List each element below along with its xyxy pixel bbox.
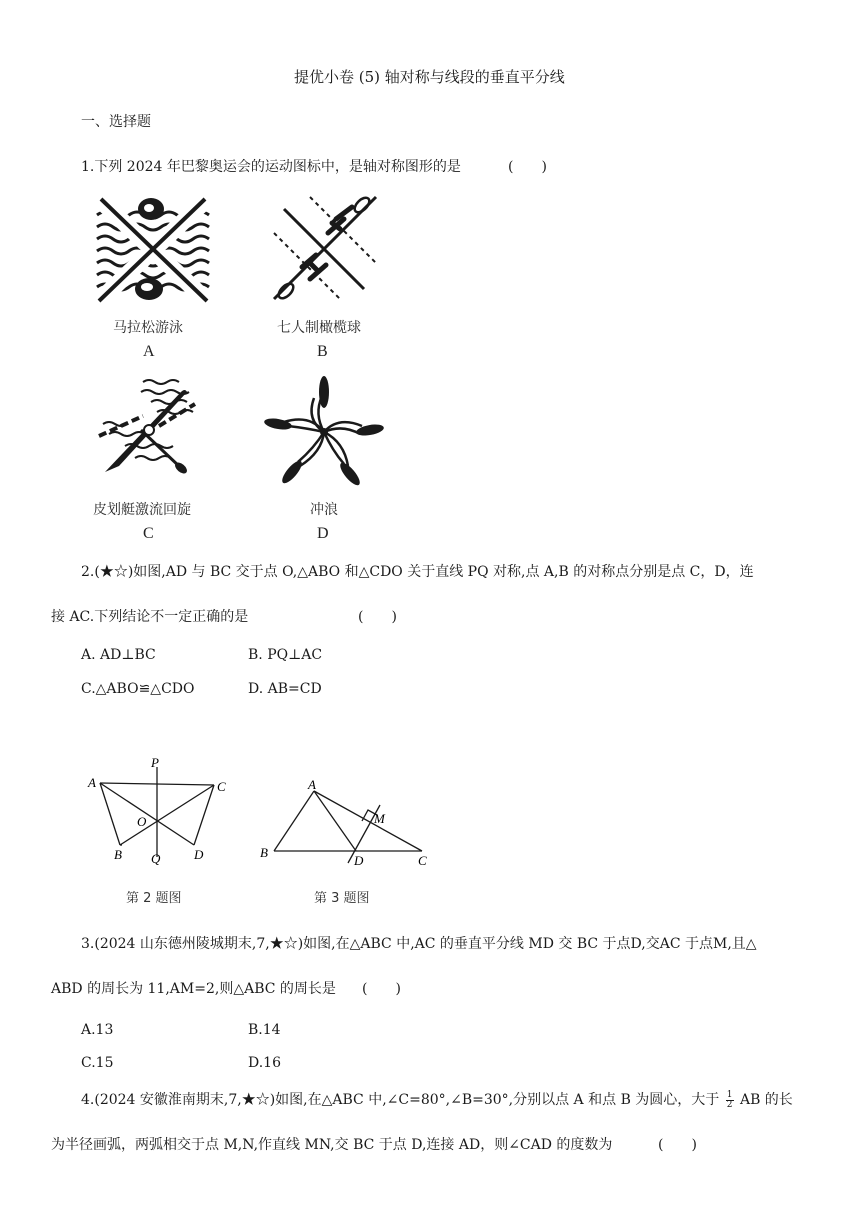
q1-letter-c: C [143,525,154,542]
q3-option-a: A.13 [81,1022,114,1038]
q3-figure [258,777,438,877]
q3-option-b: B.14 [248,1022,281,1038]
q1-letter-a: A [143,343,155,360]
q3-stem-line2: ABD 的周长为 11,AM=2,则△ABC 的周长是 [51,981,336,997]
q2-option-d: D. AB=CD [248,681,322,697]
surfing-icon [266,376,382,488]
q2-label-d: D [194,847,204,862]
q4-stem-line1 [81,1090,793,1110]
q4-answer-blank: ( ) [658,1137,697,1153]
q1-letter-b: B [317,343,328,360]
q1-caption-b: 七人制橄榄球 [277,320,361,336]
q3-stem-line1: 3.(2024 山东德州陵城期末,7,★☆)如图,在△ABC 中,AC 的垂直平分线 MD 交 BC 于点D,交AC 于点M,且△ [81,936,757,952]
q3-label-b: B [260,845,268,860]
q4-frac-denominator: 2 [726,1099,733,1110]
rugby-sevens-icon [270,193,380,303]
q4-frac-numerator: 1 [726,1089,733,1100]
q3-label-d: D [354,853,364,868]
q1-caption-c: 皮划艇激流回旋 [93,502,191,518]
q2-figure [86,755,246,865]
q3-answer-blank: ( ) [362,981,401,997]
q2-figure-caption: 第 2 题图 [126,891,182,906]
q3-figure-caption: 第 3 题图 [314,891,370,906]
q2-option-b: B. PQ⊥AC [248,647,323,663]
section-heading: 一、选择题 [81,114,151,130]
q2-stem-line2: 接 AC.下列结论不一定正确的是 [51,609,249,625]
q2-option-c: C.△ABO≌△CDO [81,681,195,697]
q2-stem-line1: 2.(★☆)如图,AD 与 BC 交于点 O,△ABO 和△CDO 关于直线 PQ 对称,点 A,B 的对称点分别是点 C，D，连 [81,564,754,580]
q4-stem-line2: 为半径画弧，两弧相交于点 M,N,作直线 MN,交 BC 于点 D,连接 AD，则∠CAD 的度数为 [51,1137,613,1153]
q1-answer-blank: ( ) [508,159,547,175]
q4-stem-part-a: 4.(2024 安徽淮南期末,7,★☆)如图,在△ABC 中,∠C=80°,∠B=30°,分别以点 A 和点 B 为圆心，大于 [81,1092,720,1108]
q2-label-c: C [217,779,226,794]
q4-half-fraction [726,1091,734,1110]
q2-label-p: P [151,755,159,770]
q3-option-d: D.16 [248,1055,281,1071]
q2-label-b: B [114,847,122,862]
canoe-slalom-icon [95,376,205,476]
marathon-swimming-icon [93,195,213,305]
q1-caption-d: 冲浪 [310,502,338,518]
q4-stem-part-b: AB 的长 [739,1092,793,1108]
q1-stem: 1.下列 2024 年巴黎奥运会的运动图标中，是轴对称图形的是 [81,159,461,175]
q2-label-o: O [137,814,147,829]
q1-letter-d: D [317,525,329,542]
q2-option-a: A. AD⊥BC [81,647,156,663]
q2-label-a: A [88,775,96,790]
q3-label-m: M [374,811,385,826]
q3-label-a: A [308,777,316,792]
q3-option-c: C.15 [81,1055,114,1071]
q3-label-c: C [418,853,427,868]
q2-label-q: Q [151,851,161,866]
q2-answer-blank: ( ) [358,609,397,625]
q1-caption-a: 马拉松游泳 [113,320,183,336]
page-title: 提优小卷 (5) 轴对称与线段的垂直平分线 [294,68,565,86]
